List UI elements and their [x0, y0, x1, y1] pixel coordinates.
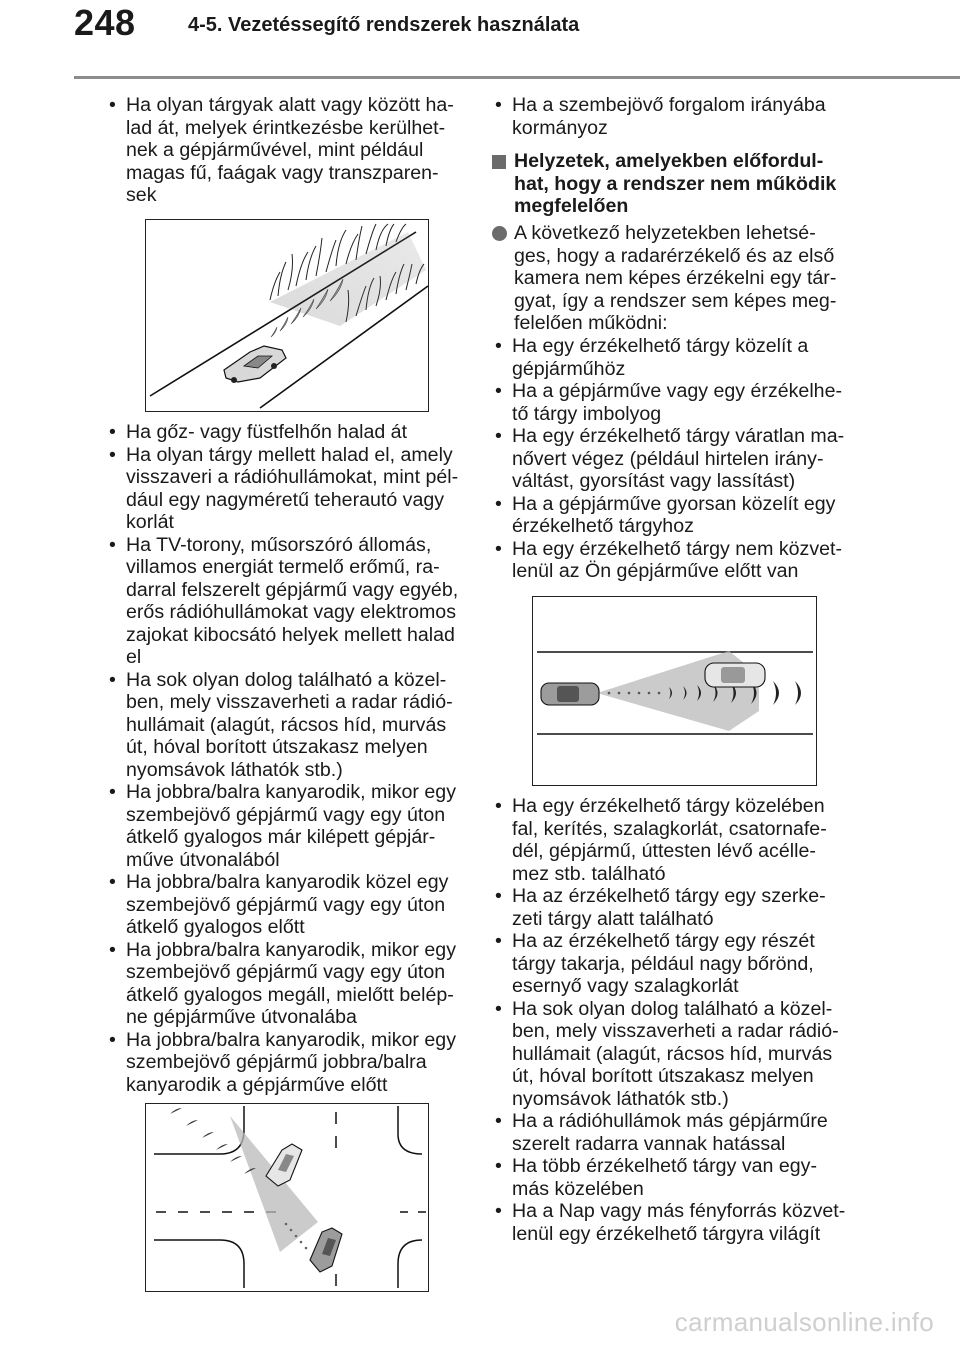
text-line: esernyő vagy szalagkorlát: [512, 975, 739, 997]
text-line: kanyarodik a gépjárműve előtt: [126, 1073, 388, 1096]
text-line: gépjárműhöz: [512, 357, 626, 380]
car-grass-illustration: [145, 219, 429, 412]
text-line: lad át, melyek érintkezésbe kerülhet-: [126, 116, 446, 139]
text-line: ben, mely visszaverheti a radar rádió-: [126, 691, 453, 713]
text-line: lenül egy érzékelhető tárgyra világít: [512, 1222, 821, 1245]
text-line: fal, kerítés, szalagkorlát, csatornafe-: [512, 817, 827, 840]
bullet-item: [492, 1155, 864, 1200]
bullet-item: [106, 534, 478, 669]
text-line: Ha a gépjárműve gyorsan közelít egy: [512, 492, 836, 515]
text-line: átkelő gyalogos előtt: [126, 916, 305, 938]
text-line: tárgy takarja, például nagy bőrönd,: [512, 952, 814, 975]
square-marker-icon: [492, 155, 506, 169]
right-intro: [492, 222, 864, 335]
text-line: kormányoz: [512, 116, 608, 139]
text-line: magas fű, faágak vagy transzparen-: [126, 161, 439, 184]
text-line: mez stb. található: [512, 862, 666, 885]
own-car-icon: [541, 683, 599, 705]
text-line: Ha jobbra/balra kanyarodik, mikor egy: [126, 938, 456, 961]
text-line: nővert végez (például hirtelen irány-: [512, 447, 824, 470]
text-line: Ha a Nap vagy más fényforrás közvet-: [512, 1200, 846, 1222]
text-line: átkelő gyalogos megáll, mielőtt belép-: [126, 983, 454, 1006]
text-line: Ha jobbra/balra kanyarodik, mikor egy: [126, 1028, 456, 1051]
header-rule: [74, 76, 960, 79]
text-line: lenül az Ön gépjárműve előtt van: [512, 560, 799, 582]
text-line: más közelében: [512, 1177, 644, 1200]
text-line: Ha jobbra/balra kanyarodik közel egy: [126, 871, 449, 893]
watermark: carmanualsonline.info: [674, 1307, 934, 1337]
circle-marker-icon: [492, 226, 507, 241]
text-line: átkelő gyalogos már kilépett gépjár-: [126, 826, 436, 848]
right-top: [492, 94, 864, 139]
bullet-item: [492, 1110, 864, 1155]
text-line: dél, gépjármű, úttesten lévő acélle-: [512, 840, 816, 862]
car-icon: [224, 346, 286, 383]
text-line: Ha a rádióhullámok más gépjárműre: [512, 1110, 828, 1132]
bullet-item: [492, 380, 864, 425]
text-line: váltást, gyorsítást vagy lassítást): [512, 470, 796, 492]
bullet-item: [106, 871, 478, 939]
bullet-item: [106, 94, 478, 207]
text-line: visszaveri a rádióhullámokat, mint pél-: [126, 466, 459, 488]
text-line: ben, mely visszaverheti a radar rádió-: [512, 1020, 839, 1042]
text-line: szembejövő gépjármű jobbra/balra: [126, 1051, 427, 1073]
bullet-item: [492, 885, 864, 930]
text-line: hat, hogy a rendszer nem működik: [514, 172, 837, 195]
bullet-item: [492, 94, 864, 139]
bullet-item: [492, 538, 864, 583]
text-line: szembejövő gépjármű vagy egy úton: [126, 893, 446, 916]
text-line: szembejövő gépjármű vagy egy úton: [126, 961, 446, 983]
oncoming-car-icon: [266, 1144, 302, 1186]
bullet-item: [492, 335, 864, 380]
text-line: zajokat kibocsátó helyek mellett halad: [126, 623, 455, 646]
bullet-item: [106, 421, 478, 444]
intersection-turn-illustration: [145, 1103, 429, 1292]
text-line: Ha egy érzékelhető tárgy közelében: [512, 795, 825, 817]
left-bullets: [106, 421, 478, 1096]
right-bullets-a: [492, 335, 864, 583]
text-line: érzékelhető tárgyhoz: [512, 515, 694, 537]
bullet-item: [106, 939, 478, 1029]
text-line: Helyzetek, amelyekben előfordul-: [514, 150, 824, 172]
text-line: Ha az érzékelhető tárgy egy szerke-: [512, 885, 826, 907]
text-line: villamos energiát termelő erőmű, ra-: [126, 556, 440, 578]
right-section-heading: [492, 150, 864, 218]
bullet-item: [106, 781, 478, 871]
text-line: erős rádióhullámokat vagy elektromos: [126, 601, 456, 623]
text-line: Ha a szembejövő forgalom irányába: [512, 94, 826, 116]
text-line: gyat, így a rendszer sem képes meg-: [514, 289, 837, 312]
text-line: Ha jobbra/balra kanyarodik, mikor egy: [126, 781, 456, 803]
text-line: sek: [126, 184, 157, 206]
text-line: Ha több érzékelhető tárgy van egy-: [512, 1155, 817, 1177]
right-bullets-b: [492, 795, 864, 1245]
bullet-item: [492, 425, 864, 493]
text-line: felelően működni:: [514, 312, 668, 334]
text-line: Ha egy érzékelhető tárgy közelít a: [512, 335, 809, 357]
text-line: tő tárgy imbolyog: [512, 402, 662, 425]
text-line: Ha olyan tárgy mellett halad el, amely: [126, 443, 453, 466]
target-car-icon: [705, 663, 765, 687]
left-intro: [106, 94, 478, 207]
text-line: szembejövő gépjármű vagy egy úton: [126, 803, 446, 826]
text-line: kamera nem képes érzékelni egy tár-: [514, 267, 837, 289]
section-title: 4-5. Vezetéssegítő rendszerek használata: [188, 14, 580, 36]
page-number: 248: [74, 2, 136, 43]
text-line: hullámait (alagút, rácsos híd, murvás: [126, 713, 447, 736]
text-line: Ha egy érzékelhető tárgy nem közvet-: [512, 537, 842, 560]
text-line: ges, hogy a radarérzékelő és az első: [514, 244, 835, 267]
text-line: nek a gépjárművével, mint például: [126, 139, 424, 161]
own-car-icon: [310, 1228, 342, 1272]
text-line: Ha TV-torony, műsorszóró állomás,: [126, 533, 432, 556]
text-line: Ha a gépjárműve vagy egy érzékelhe-: [512, 380, 843, 402]
bullet-item: [106, 669, 478, 782]
text-line: Ha sok olyan dolog található a közel-: [126, 668, 447, 691]
text-line: Ha sok olyan dolog található a közel-: [512, 997, 833, 1020]
text-line: Ha olyan tárgyak alatt vagy között ha-: [126, 94, 454, 116]
text-line: Ha egy érzékelhető tárgy váratlan ma-: [512, 425, 845, 447]
text-line: út, hóval borított útszakasz melyen: [126, 736, 428, 758]
text-line: nyomsávok láthatók stb.): [126, 758, 343, 781]
text-line: hullámait (alagút, rácsos híd, murvás: [512, 1042, 833, 1065]
bullet-item: [106, 444, 478, 534]
text-line: zeti tárgy alatt található: [512, 907, 714, 930]
text-line: megfelelően: [514, 195, 629, 217]
text-line: darral felszerelt gépjármű vagy egyéb,: [126, 578, 459, 601]
text-line: korlát: [126, 511, 174, 533]
text-line: dául egy nagyméretű teherautó vagy: [126, 488, 445, 511]
bullet-item: [492, 930, 864, 998]
text-line: Ha gőz- vagy füstfelhőn halad át: [126, 421, 408, 443]
text-line: szerelt radarra vannak hatással: [512, 1132, 786, 1155]
text-line: nyomsávok láthatók stb.): [512, 1087, 729, 1110]
text-line: műve útvonalából: [126, 848, 280, 871]
bullet-item: [492, 493, 864, 538]
bullet-item: [492, 795, 864, 885]
bullet-item: [106, 1029, 478, 1097]
text-line: Ha az érzékelhető tárgy egy részét: [512, 930, 815, 952]
bullet-item: [492, 1200, 864, 1245]
text-line: ne gépjárműve útvonalába: [126, 1006, 357, 1028]
text-line: A következő helyzetekben lehetsé-: [514, 222, 816, 244]
offset-target-illustration: [532, 596, 817, 786]
text-line: el: [126, 646, 142, 668]
text-line: út, hóval borított útszakasz melyen: [512, 1065, 814, 1087]
bullet-item: [492, 998, 864, 1111]
